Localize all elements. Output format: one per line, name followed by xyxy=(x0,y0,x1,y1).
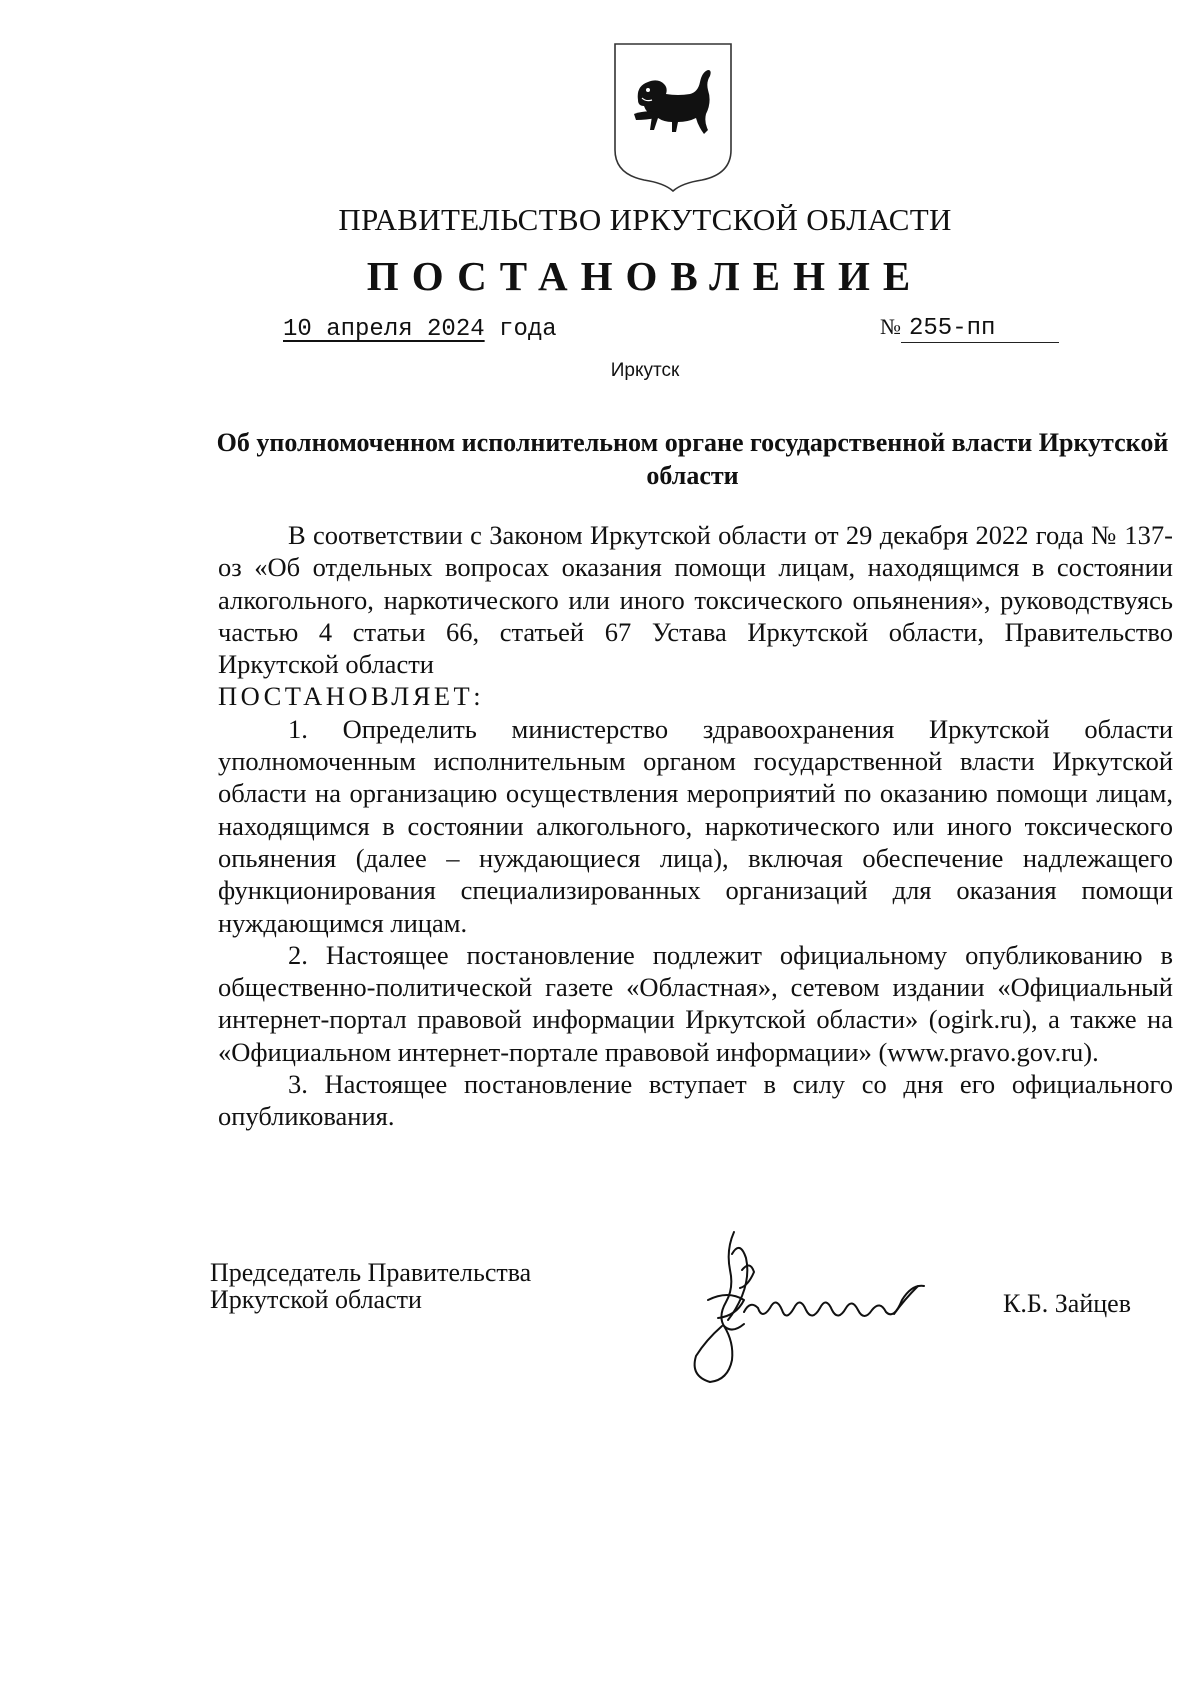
number-sign: № xyxy=(880,314,901,339)
handwritten-signature xyxy=(688,1230,956,1385)
resolve-word: ПОСТАНОВЛЯЕТ: xyxy=(218,681,485,712)
date-value: 10 апреля 2024 xyxy=(283,316,485,343)
number-value: 255-пп xyxy=(901,315,1059,343)
item-paragraph-2: 2. Настоящее постановление подлежит официальному опубликованию в общественно-политической газете «Областная», сетевом издании «Официальный интернет-портал правовой информации Иркутской области» (ogirk.ru), а также на «Официальном интернет-портале правовой информации» (www.pravo.gov.ru). xyxy=(218,939,1173,1067)
position-line-1: Председатель Правительства xyxy=(210,1258,532,1287)
item-paragraph-1: 1. Определить министерство здравоохранения Иркутской области уполномоченным исполнительным органом государственной власти Иркутской области на организацию осуществления мероприятий по оказанию помощи лицам, находящимся в состоянии алкогольного, наркотического или иного токсического опьянения (далее – нуждающиеся лица), включая обеспечение надлежащего функционирования специализированных организаций для оказания помощи нуждающимся лицам. xyxy=(218,713,1173,938)
city-label: Иркутск xyxy=(610,360,680,381)
document-date xyxy=(283,316,557,343)
document-type-heading: ПОСТАНОВЛЕНИЕ xyxy=(366,253,924,299)
coat-of-arms-icon xyxy=(612,42,734,192)
document-number xyxy=(880,314,1059,343)
government-title: ПРАВИТЕЛЬСТВО ИРКУТСКОЙ ОБЛАСТИ xyxy=(338,202,952,237)
preamble-paragraph: В соответствии с Законом Иркутской области от 29 декабря 2022 года № 137-оз «Об отдельных вопросах оказания помощи лицам, находящимся в состоянии алкогольного, наркотического или иного токсического опьянения», руководствуясь частью 4 статьи 66, статьей 67 Устава Иркутской области, Правительство Иркутской области xyxy=(218,520,1173,680)
signatory-name: К.Б. Зайцев xyxy=(1003,1289,1131,1318)
signatory-position xyxy=(210,1259,531,1313)
item-paragraph-3: 3. Настоящее постановление вступает в силу со дня его официального опубликования. xyxy=(218,1069,1173,1132)
document-body xyxy=(218,519,1173,1133)
position-line-2: Иркутской области xyxy=(210,1285,422,1314)
document-title: Об уполномоченном исполнительном органе государственной власти Иркутской области xyxy=(216,428,1169,490)
date-suffix: года xyxy=(484,316,557,343)
